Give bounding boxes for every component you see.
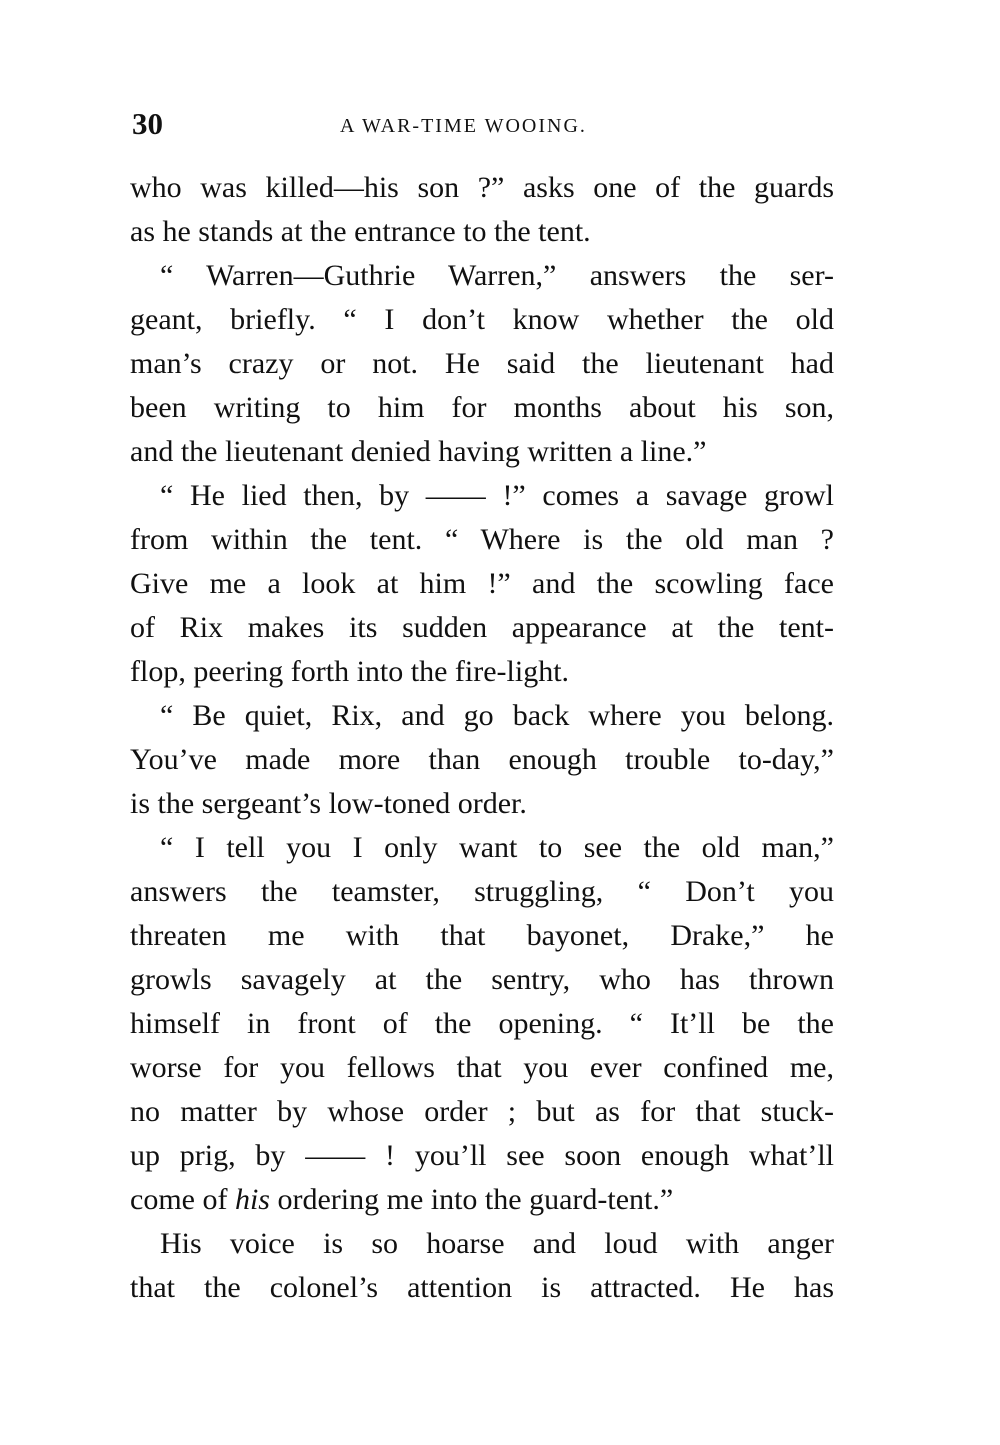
text-line: threaten me with that bayonet, Drake,” he — [130, 919, 834, 952]
text-run: ordering me into the guard-tent.” — [269, 1183, 674, 1216]
running-header — [130, 102, 834, 146]
text-line: as he stands at the entrance to the tent. — [130, 215, 591, 248]
text-line: worse for you fellows that you ever confined me, — [130, 1051, 834, 1084]
text-line: flop, peering forth into the fire-light. — [130, 655, 570, 688]
text-line: who was killed—his son ?” asks one of the guards — [130, 171, 834, 204]
text-line: Give me a look at him !” and the scowling face — [130, 567, 834, 600]
paragraph — [130, 694, 834, 826]
text-line: “ I tell you I only want to see the old man,” — [160, 831, 834, 864]
text-line: from within the tent. “ Where is the old man ? — [130, 523, 834, 556]
italic-text: his — [234, 1183, 270, 1216]
page-number: 30 — [132, 106, 163, 141]
paragraph — [130, 166, 834, 254]
paragraph — [130, 474, 834, 694]
running-title: A WAR-TIME WOOING. — [340, 115, 587, 137]
paragraph — [130, 254, 834, 474]
text-line: His voice is so hoarse and loud with anger — [160, 1227, 834, 1260]
text-line: no matter by whose order ; but as for that stuck- — [130, 1095, 834, 1128]
text-run: come of — [130, 1183, 235, 1216]
text-line: that the colonel’s attention is attracted. He has — [130, 1271, 834, 1304]
text-line: man’s crazy or not. He said the lieutenant had — [130, 347, 834, 380]
body-text — [130, 166, 834, 1310]
text-line: answers the teamster, struggling, “ Don’t you — [130, 875, 834, 908]
text-line: is the sergeant’s low-toned order. — [130, 787, 527, 820]
text-line: “ Be quiet, Rix, and go back where you belong. — [160, 699, 834, 732]
text-line — [130, 1178, 834, 1222]
paragraph — [130, 826, 834, 1222]
text-line: himself in front of the opening. “ It’ll be the — [130, 1007, 834, 1040]
text-line: geant, briefly. “ I don’t know whether the old — [130, 303, 834, 336]
text-line: been writing to him for months about his son, — [130, 391, 834, 424]
text-line: growls savagely at the sentry, who has thrown — [130, 963, 834, 996]
text-line: “ Warren—Guthrie Warren,” answers the ser- — [160, 259, 834, 292]
text-line: You’ve made more than enough trouble to-day,” — [130, 743, 834, 776]
paragraph — [130, 1222, 834, 1310]
text-line: “ He lied then, by —— !” comes a savage growl — [160, 479, 834, 512]
text-line: and the lieutenant denied having written a line.” — [130, 435, 707, 468]
text-line: of Rix makes its sudden appearance at the tent- — [130, 611, 834, 644]
text-line: up prig, by —— ! you’ll see soon enough what’ll — [130, 1139, 834, 1172]
